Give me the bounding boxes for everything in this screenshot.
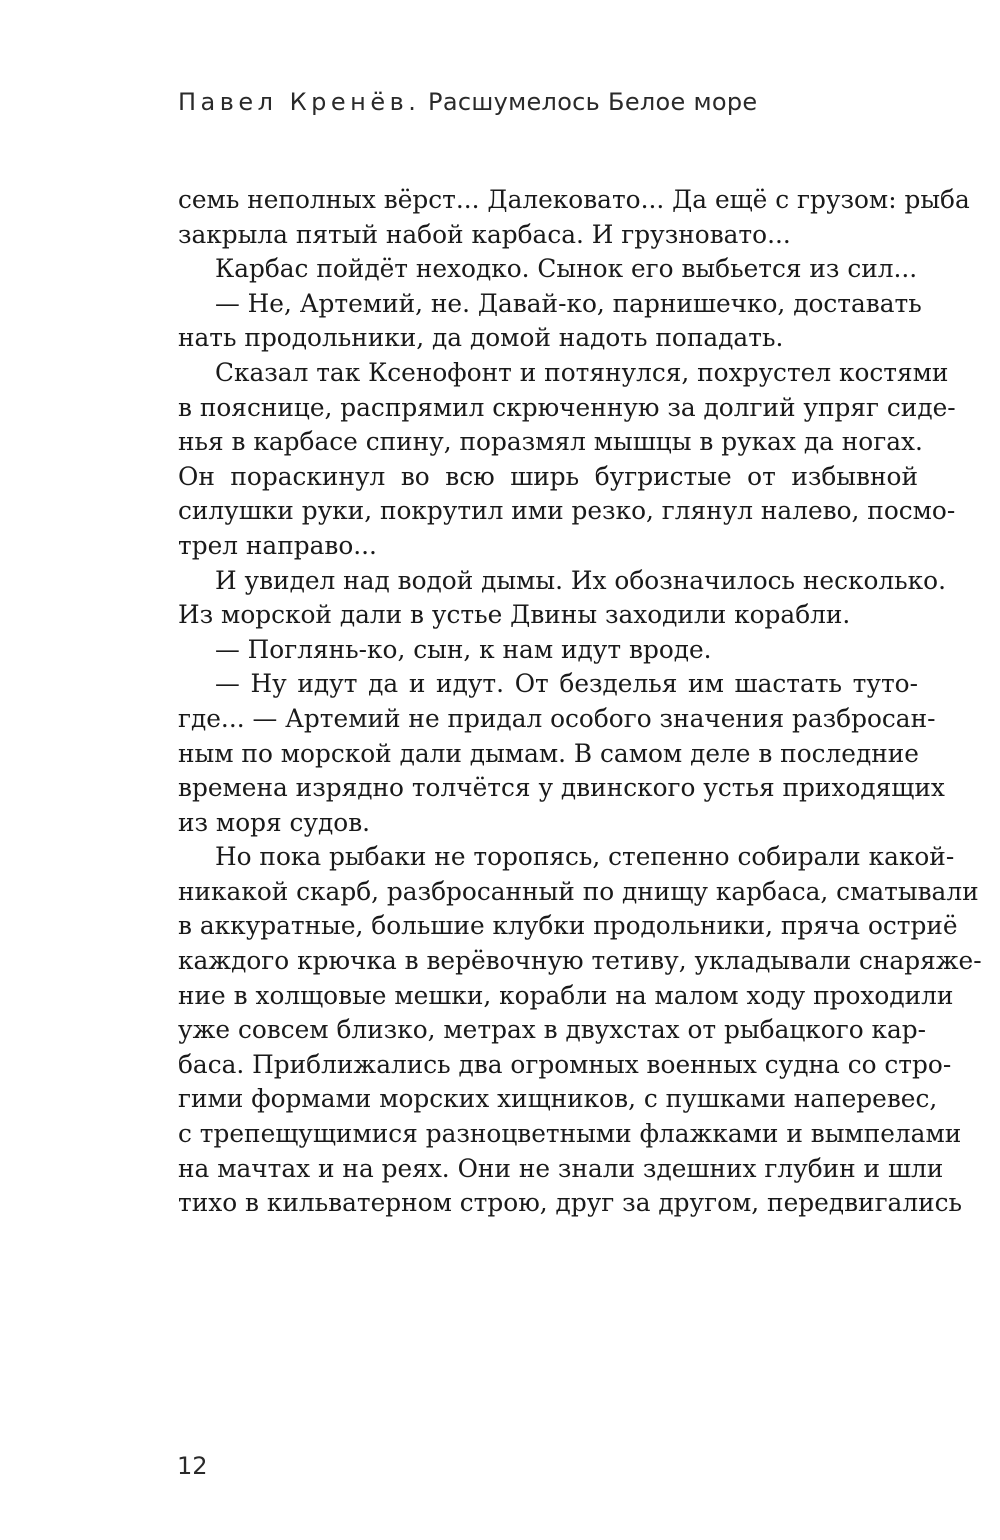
text-line: из моря судов.: [178, 807, 371, 837]
text-line: с трепещущимися разноцветными флажками и вымпелами: [178, 1119, 962, 1149]
text-line: — Не, Артемий, не. Давай-ко, парнишечко, доставать: [215, 288, 922, 318]
text-line: в пояснице, распрямил скрюченную за долгий упряг сиде-: [178, 392, 956, 422]
text-line: где... — Артемий не придал особого значения разбросан-: [178, 703, 936, 733]
text-line: нья в карбасе спину, поразмял мышцы в руках да ногах.: [178, 427, 923, 457]
running-head-author: Павел Кренёв.: [178, 88, 421, 116]
text-line: времена изрядно толчётся у двинского устья приходящих: [178, 773, 945, 803]
text-line: никакой скарб, разбросанный по днищу карбаса, сматывали: [178, 876, 979, 906]
text-line: Сказал так Ксенофонт и потянулся, похрустел костями: [215, 357, 949, 387]
text-line: Он пораскинул во всю ширь бугристые от избывной: [178, 461, 918, 491]
body-text: [178, 183, 982, 1221]
text-line: силушки руки, покрутил ими резко, глянул налево, посмо-: [178, 496, 956, 526]
text-line: Карбас пойдёт неходко. Сынок его выбьется из сил...: [215, 254, 918, 284]
running-head-title: Расшумелось Белое море: [428, 88, 758, 116]
text-line: на мачтах и на реях. Они не знали здешних глубин и шли: [178, 1153, 944, 1183]
text-line: гими формами морских хищников, с пушками наперевес,: [178, 1084, 938, 1114]
text-line: — Ну идут да и идут. От безделья им шастать туто-: [215, 669, 918, 699]
text-line: уже совсем близко, метрах в двухстах от рыбацкого кар-: [178, 1015, 927, 1045]
text-line: — Поглянь-ко, сын, к нам идут вроде.: [215, 634, 712, 664]
text-line: нать продольники, да домой надоть попадать.: [178, 323, 784, 353]
text-line: тихо в кильватерном строю, друг за другом, передвигались: [178, 1188, 963, 1218]
text-line: Из морской дали в устье Двины заходили корабли.: [178, 600, 851, 630]
text-line: ние в холщовые мешки, корабли на малом ходу проходили: [178, 980, 954, 1010]
page-number: 12: [177, 1452, 208, 1480]
text-line: закрыла пятый набой карбаса. И грузновато...: [178, 219, 791, 249]
text-line: в аккуратные, большие клубки продольники, пряча остриё: [178, 911, 958, 941]
text-line: Но пока рыбаки не торопясь, степенно собирали какой-: [215, 842, 955, 872]
text-line: баса. Приближались два огромных военных судна со стро-: [178, 1049, 952, 1079]
text-line: И увидел над водой дымы. Их обозначилось несколько.: [215, 565, 946, 595]
text-line: трел направо...: [178, 530, 377, 560]
text-line: семь неполных вёрст... Далековато... Да ещё с грузом: рыба: [178, 185, 970, 214]
running-head: [178, 88, 758, 116]
text-line: ным по морской дали дымам. В самом деле в последние: [178, 738, 919, 768]
text-line: каждого крючка в верёвочную тетиву, укладывали снаряже-: [178, 946, 982, 976]
